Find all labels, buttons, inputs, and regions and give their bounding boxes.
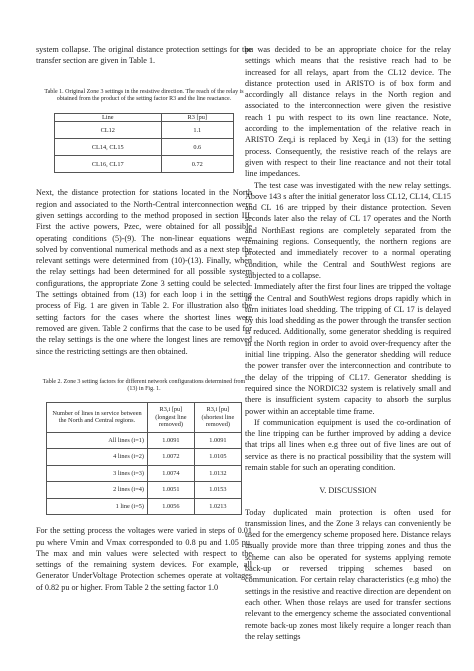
table-cell: 1.1: [161, 122, 233, 139]
table-cell: 1.0091: [194, 432, 241, 449]
table-cell: 1.0132: [194, 465, 241, 482]
table-cell: 1.0072: [148, 449, 195, 466]
table-cell: CL14, CL15: [55, 139, 162, 156]
table-cell: 2 lines (i=4): [47, 482, 148, 499]
right-column: [245, 44, 451, 642]
table-header: R3 [pu]: [161, 113, 233, 122]
paragraph: If communication equipment is used the co-ordination of the line tripping can be further improved by adding a device that trips all lines when e.g three out of five lines are out of service as there is no practical possibility that the system will remain stable for such an operating condition.: [245, 417, 451, 472]
table-cell: 1.0051: [148, 482, 195, 499]
section-heading: V. DISCUSSION: [319, 486, 377, 496]
table-cell: 4 lines (i=2): [47, 449, 148, 466]
left-column: [36, 44, 252, 593]
table-cell: 3 lines (i=3): [47, 465, 148, 482]
table-cell: CL12: [55, 122, 162, 139]
paragraph: For the setting process the voltages were varied in steps of 0.01 pu where Vmin and Vmax corresponded to 0.8 pu and 1.05 pu. The max and min values were selected with respect to the settings of the remaining system devices. For example, all Generator UnderVoltage Protection schemes operate at voltages of 0.82 pu or higher. From Table 2 the setting factor 1.0: [36, 526, 252, 592]
table-cell: 1.0153: [194, 482, 241, 499]
table-cell: 1.0056: [148, 498, 195, 515]
table-header: R3,i [pu] (shortest line removed): [194, 403, 241, 433]
table1-caption: Table 1. Original Zone 3 settings in the resistive direction. The reach of the relay is obtained from the product of the setting factor R3 and the line reactance.: [44, 88, 244, 103]
table-cell: 0.6: [161, 139, 233, 156]
paragraph: Today duplicated main protection is often used for transmission lines, and the Zone 3 relays can conveniently be used for the emergency scheme proposed here. Distance relays usually provide more than three tripping zones and thus the scheme can also be operated for systems applying remote back-up or reversed tripping schemes based on communication. For certain relay characteristics (e.g mho) the settings in the resistive and reactive direction are dependent on each other. When those relays are used for transfer sections relevant to the emergency scheme the associated conventional remote back-up zones most likely require a longer reach than the relay settings: [245, 507, 451, 641]
table-cell: 1 line (i=5): [47, 498, 148, 515]
table-header: R3,i [pu] (longest line removed): [148, 403, 195, 433]
paragraph: pu was decided to be an appropriate choice for the relay settings which means that the resistive reach had to be increased for all relays, apart from the CL12 device. The distance protection used in ARISTO is of box form and accordingly all distance relays in the North region and associated to the interconnection were given the resistive reach 1 pu with respect to its own line reactance. Note, according to the implementation of the relative reach in ARISTO Zeq,i is replaced by Xeq,i in (13) for the setting process. Consequently, the resistive reach of the relays are given with respect to their line reactance and not their total line impedances.: [245, 45, 451, 179]
paragraph: system collapse. The original distance protection settings for the transfer section are given in Table 1.: [36, 45, 252, 66]
table-header: Line: [55, 113, 162, 122]
table-cell: 1.0074: [148, 465, 195, 482]
table1: [54, 113, 234, 174]
table2-caption: Table 2. Zone 3 setting factors for different network configurations determined from (13) in Fig. 1.: [42, 378, 246, 393]
paragraph: The test case was investigated with the new relay settings. Above 143 s after the initial generator loss CL12, CL14, CL15 and CL 16 are tripped by their distance protection. Seven seconds later also the relay of CL 17 operates and the North and NorthEast regions are completely separated from the remaining regions. Consequently, the northern regions are protected and immediately recover to a normal operating condition, while the Central and SouthWest regions are subjected to a collapse.: [245, 180, 451, 280]
table-header: Number of lines in service between the North and Central regions.: [47, 403, 148, 433]
table-cell: 1.0213: [194, 498, 241, 515]
paragraph: Next, the distance protection for stations located in the North region and associated to the North-Central interconnection were given settings according to the method proposed in section III. First the active powers, Pzec, were obtained for all possible operating conditions (5)-(9). The non-linear equations were solved by conventional numerical methods and as a next step the relevant settings were determined from (10)-(13). Finally, when the relay settings had been determined for all possible system configurations, the appropriate Zone 3 setting could be selected. The settings obtained from (13) for each loop i in the setting process of Fig. 1 are given in Table 2. For illustration also the setting factors for the cases where the shortest lines were removed are given. Table 2 confirms that the case to be used for the relay settings is the one where the longest lines are removed since the restricting settings are then obtained.: [36, 188, 252, 356]
table-cell: CL16, CL17: [55, 156, 162, 173]
table2: [46, 402, 242, 515]
table-cell: 0.72: [161, 156, 233, 173]
paragraph: Immediately after the first four lines are tripped the voltage in the Central and SouthWest regions drops rapidly which in turn initiates load shedding. The tripping of CL 17 is delayed by this load shedding as the power through the transfer section is reduced. Additionally, some generator shedding is required in the North region in order to avoid over-frequency after the initial line tripping. Also the generator shedding will reduce the power transfer over the interconnection and contribute to the delay of the tripping of CL17. Generator shedding is required since the NORDIC32 system is relatively small and there is insufficient system capacity to absorb the surplus power within an acceptable time frame.: [245, 282, 451, 416]
table-cell: 1.0105: [194, 449, 241, 466]
table-cell: 1.0091: [148, 432, 195, 449]
table-cell: All lines (i=1): [47, 432, 148, 449]
